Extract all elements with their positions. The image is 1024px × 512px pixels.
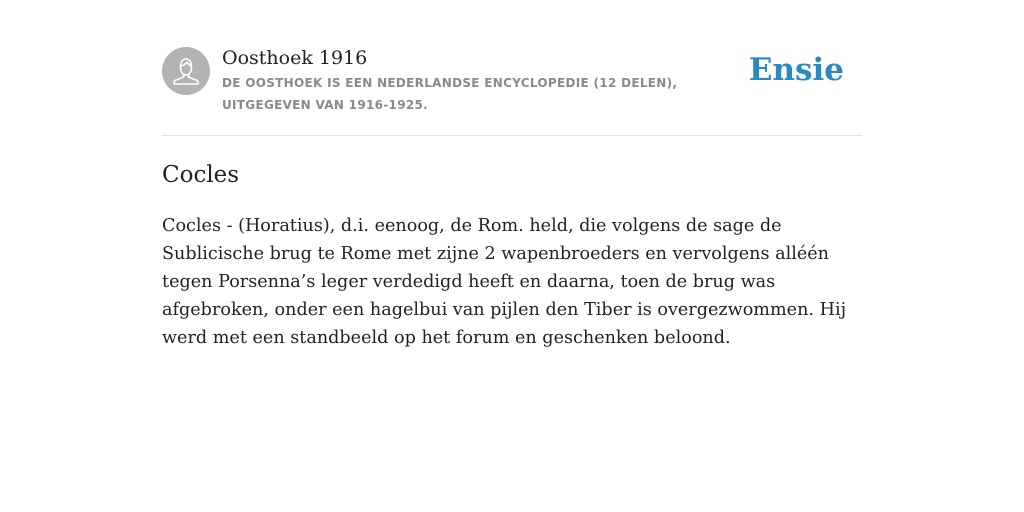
avatar [162, 47, 210, 95]
brand-logo[interactable]: Ensie [748, 52, 844, 88]
source-name[interactable]: Oosthoek 1916 [222, 47, 368, 69]
entry-title: Cocles [162, 162, 240, 188]
user-silhouette-icon [162, 47, 210, 95]
divider [162, 135, 862, 136]
source-header [162, 46, 862, 116]
source-description: DE OOSTHOEK IS EEN NEDERLANDSE ENCYCLOPEDIE (12 DELEN), UITGEGEVEN VAN 1916-1925. [222, 76, 678, 112]
entry-body: Cocles - (Horatius), d.i. eenoog, de Rom. held, die volgens de sage de Sublicische brug te Rome met zijne 2 wapenbroeders en vervolgens alléén tegen Porsenna’s leger verdedigd heeft en daarna, toen de brug was afgebroken, onder een hagelbui van pijlen den Tiber is overgezwommen. Hij werd met een standbeeld op het forum en geschenken beloond. [162, 216, 847, 348]
